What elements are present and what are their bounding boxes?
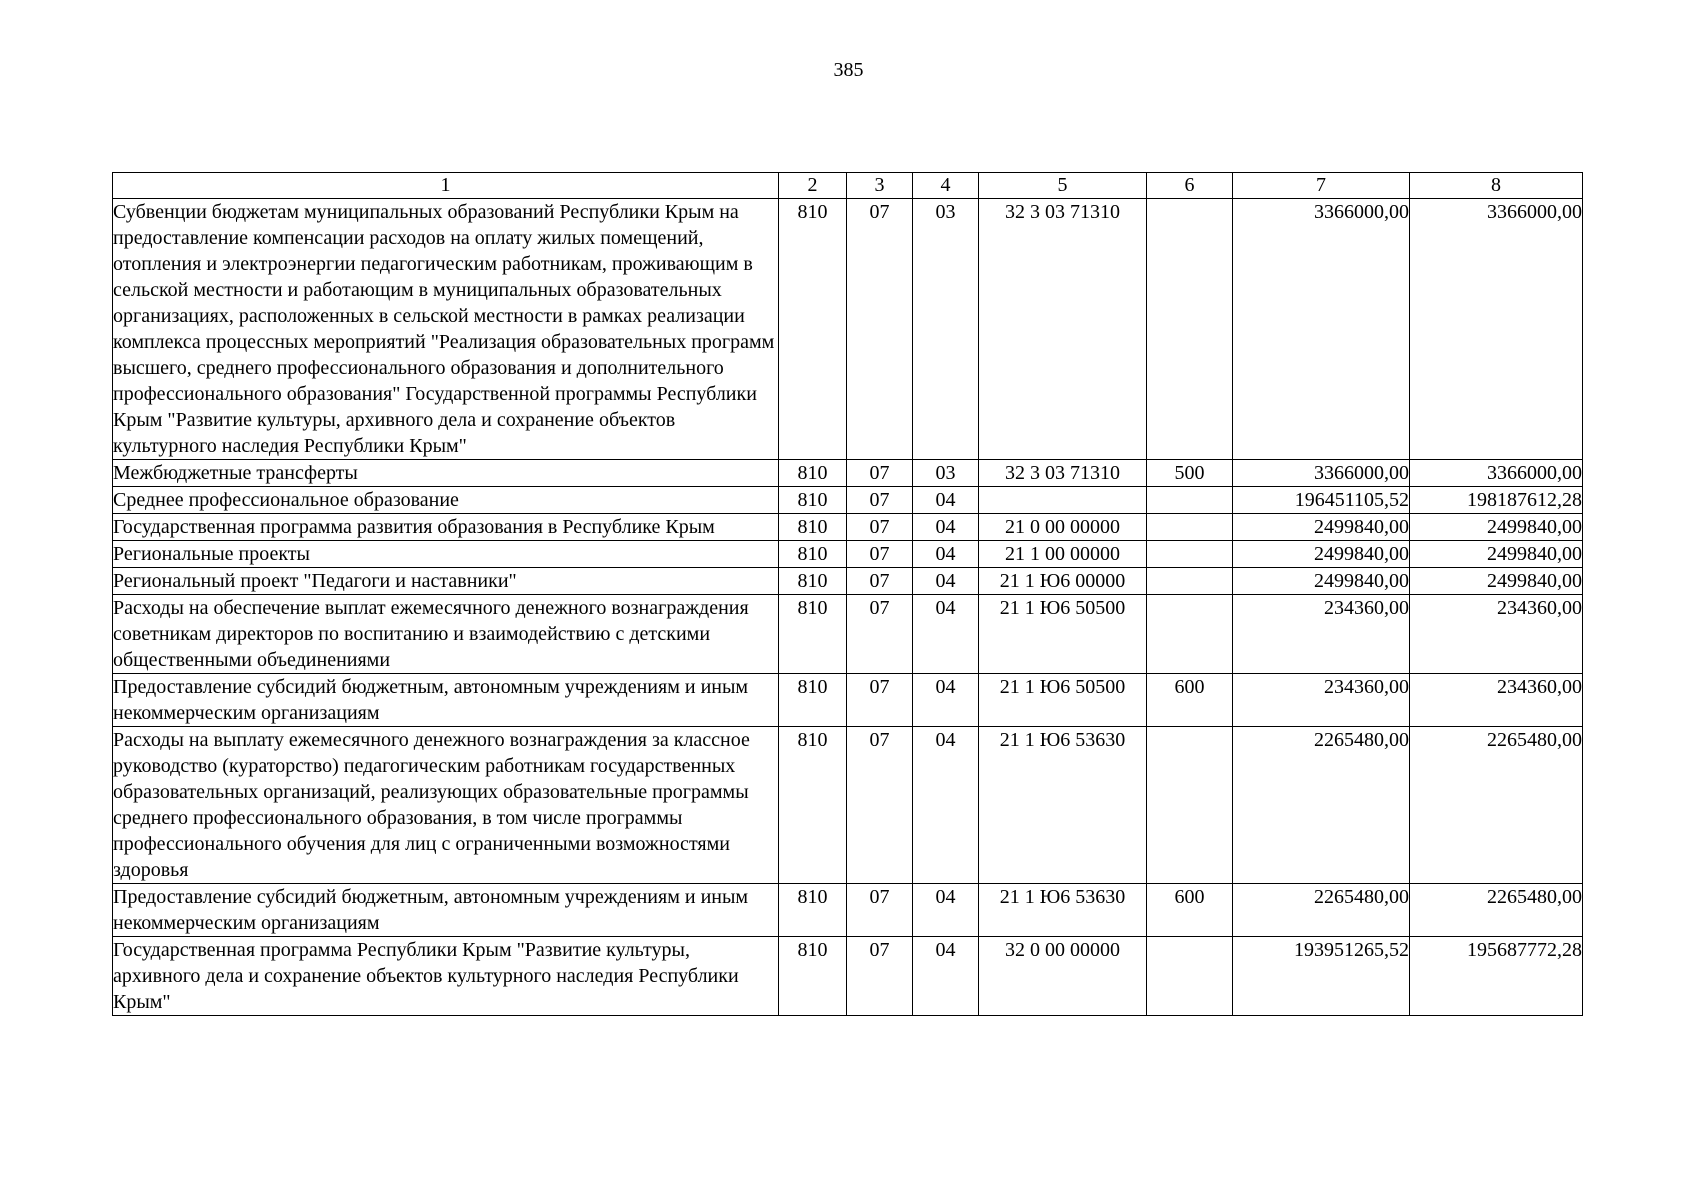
row-subsection-code: 04 xyxy=(913,884,979,937)
row-amount-col8: 3366000,00 xyxy=(1410,199,1583,460)
row-amount-col8: 3366000,00 xyxy=(1410,460,1583,487)
table-row xyxy=(113,884,1583,937)
row-amount-col8: 198187612,28 xyxy=(1410,487,1583,514)
row-ministry-code: 810 xyxy=(779,460,847,487)
table-row xyxy=(113,460,1583,487)
table-row xyxy=(113,674,1583,727)
table-row xyxy=(113,937,1583,1016)
row-subsection-code: 03 xyxy=(913,199,979,460)
row-target-article xyxy=(979,487,1147,514)
row-section-code: 07 xyxy=(847,199,913,460)
row-name: Региональные проекты xyxy=(113,541,779,568)
row-amount-col7: 2499840,00 xyxy=(1233,514,1410,541)
row-ministry-code: 810 xyxy=(779,514,847,541)
row-expense-type xyxy=(1147,937,1233,1016)
row-section-code: 07 xyxy=(847,727,913,884)
header-col-6: 6 xyxy=(1147,173,1233,199)
row-target-article: 21 1 Ю6 00000 xyxy=(979,568,1147,595)
row-section-code: 07 xyxy=(847,514,913,541)
row-subsection-code: 04 xyxy=(913,937,979,1016)
row-target-article: 32 3 03 71310 xyxy=(979,199,1147,460)
row-name: Региональный проект "Педагоги и наставники" xyxy=(113,568,779,595)
row-section-code: 07 xyxy=(847,541,913,568)
row-name: Государственная программа развития образования в Республике Крым xyxy=(113,514,779,541)
row-expense-type xyxy=(1147,514,1233,541)
row-expense-type: 500 xyxy=(1147,460,1233,487)
row-subsection-code: 04 xyxy=(913,487,979,514)
row-expense-type xyxy=(1147,568,1233,595)
row-amount-col8: 2265480,00 xyxy=(1410,727,1583,884)
row-amount-col7: 3366000,00 xyxy=(1233,460,1410,487)
row-amount-col7: 2265480,00 xyxy=(1233,884,1410,937)
row-amount-col7: 2499840,00 xyxy=(1233,568,1410,595)
row-expense-type xyxy=(1147,727,1233,884)
row-amount-col8: 234360,00 xyxy=(1410,595,1583,674)
row-ministry-code: 810 xyxy=(779,595,847,674)
row-subsection-code: 04 xyxy=(913,674,979,727)
table-row xyxy=(113,199,1583,460)
row-target-article: 21 1 Ю6 50500 xyxy=(979,595,1147,674)
row-amount-col8: 195687772,28 xyxy=(1410,937,1583,1016)
row-name: Государственная программа Республики Крым "Развитие культуры, архивного дела и сохранение объектов культурного наследия Республики Крым" xyxy=(113,937,779,1016)
row-target-article: 21 1 Ю6 50500 xyxy=(979,674,1147,727)
table-row xyxy=(113,568,1583,595)
row-section-code: 07 xyxy=(847,487,913,514)
table-header-row xyxy=(113,173,1583,199)
row-expense-type: 600 xyxy=(1147,884,1233,937)
table-row xyxy=(113,487,1583,514)
table-row xyxy=(113,595,1583,674)
page-number: 385 xyxy=(833,59,864,81)
header-col-1: 1 xyxy=(113,173,779,199)
row-section-code: 07 xyxy=(847,937,913,1016)
row-subsection-code: 04 xyxy=(913,541,979,568)
row-ministry-code: 810 xyxy=(779,568,847,595)
header-col-7: 7 xyxy=(1233,173,1410,199)
row-name: Расходы на выплату ежемесячного денежного вознаграждения за классное руководство (кураторство) педагогическим работникам государственных образовательных организаций, реализующих образовательные программы среднего профессионального образования, в том числе программы профессионального обучения для лиц с ограниченными возможностями здоровья xyxy=(113,727,779,884)
row-target-article: 32 0 00 00000 xyxy=(979,937,1147,1016)
row-expense-type: 600 xyxy=(1147,674,1233,727)
row-expense-type xyxy=(1147,199,1233,460)
row-name: Межбюджетные трансферты xyxy=(113,460,779,487)
row-section-code: 07 xyxy=(847,568,913,595)
row-amount-col7: 193951265,52 xyxy=(1233,937,1410,1016)
row-name: Расходы на обеспечение выплат ежемесячного денежного вознаграждения советникам директоров по воспитанию и взаимодействию с детскими общественными объединениями xyxy=(113,595,779,674)
row-name: Предоставление субсидий бюджетным, автономным учреждениям и иным некоммерческим организациям xyxy=(113,884,779,937)
table-row xyxy=(113,541,1583,568)
row-amount-col8: 2499840,00 xyxy=(1410,568,1583,595)
row-expense-type xyxy=(1147,595,1233,674)
row-amount-col8: 234360,00 xyxy=(1410,674,1583,727)
row-subsection-code: 04 xyxy=(913,727,979,884)
row-target-article: 21 1 Ю6 53630 xyxy=(979,727,1147,884)
header-col-5: 5 xyxy=(979,173,1147,199)
row-name: Предоставление субсидий бюджетным, автономным учреждениям и иным некоммерческим организациям xyxy=(113,674,779,727)
row-expense-type xyxy=(1147,541,1233,568)
row-section-code: 07 xyxy=(847,460,913,487)
row-ministry-code: 810 xyxy=(779,541,847,568)
row-name: Среднее профессиональное образование xyxy=(113,487,779,514)
row-ministry-code: 810 xyxy=(779,199,847,460)
row-section-code: 07 xyxy=(847,595,913,674)
row-subsection-code: 03 xyxy=(913,460,979,487)
row-ministry-code: 810 xyxy=(779,884,847,937)
table-row xyxy=(113,514,1583,541)
row-amount-col7: 234360,00 xyxy=(1233,595,1410,674)
row-target-article: 21 1 00 00000 xyxy=(979,541,1147,568)
row-expense-type xyxy=(1147,487,1233,514)
row-amount-col8: 2499840,00 xyxy=(1410,514,1583,541)
row-target-article: 21 0 00 00000 xyxy=(979,514,1147,541)
row-section-code: 07 xyxy=(847,674,913,727)
row-section-code: 07 xyxy=(847,884,913,937)
header-col-2: 2 xyxy=(779,173,847,199)
row-ministry-code: 810 xyxy=(779,674,847,727)
table-row xyxy=(113,727,1583,884)
header-col-3: 3 xyxy=(847,173,913,199)
row-target-article: 21 1 Ю6 53630 xyxy=(979,884,1147,937)
header-col-4: 4 xyxy=(913,173,979,199)
row-subsection-code: 04 xyxy=(913,595,979,674)
header-col-8: 8 xyxy=(1410,173,1583,199)
row-amount-col7: 2265480,00 xyxy=(1233,727,1410,884)
row-amount-col7: 2499840,00 xyxy=(1233,541,1410,568)
row-subsection-code: 04 xyxy=(913,568,979,595)
row-ministry-code: 810 xyxy=(779,937,847,1016)
row-ministry-code: 810 xyxy=(779,487,847,514)
row-amount-col7: 196451105,52 xyxy=(1233,487,1410,514)
row-amount-col7: 234360,00 xyxy=(1233,674,1410,727)
row-amount-col8: 2265480,00 xyxy=(1410,884,1583,937)
row-amount-col8: 2499840,00 xyxy=(1410,541,1583,568)
row-target-article: 32 3 03 71310 xyxy=(979,460,1147,487)
row-subsection-code: 04 xyxy=(913,514,979,541)
row-amount-col7: 3366000,00 xyxy=(1233,199,1410,460)
row-ministry-code: 810 xyxy=(779,727,847,884)
row-name: Субвенции бюджетам муниципальных образований Республики Крым на предоставление компенсации расходов на оплату жилых помещений, отопления и электроэнергии педагогическим работникам, проживающим в сельской местности и работающим в муниципальных образовательных организациях, расположенных в сельской местности в рамках реализации комплекса процессных мероприятий "Реализация образовательных программ высшего, среднего профессионального образования и дополнительного профессионального образования" Государственной программы Республики Крым "Развитие культуры, архивного дела и сохранение объектов культурного наследия Республики Крым" xyxy=(113,199,779,460)
budget-table xyxy=(112,172,1583,1016)
